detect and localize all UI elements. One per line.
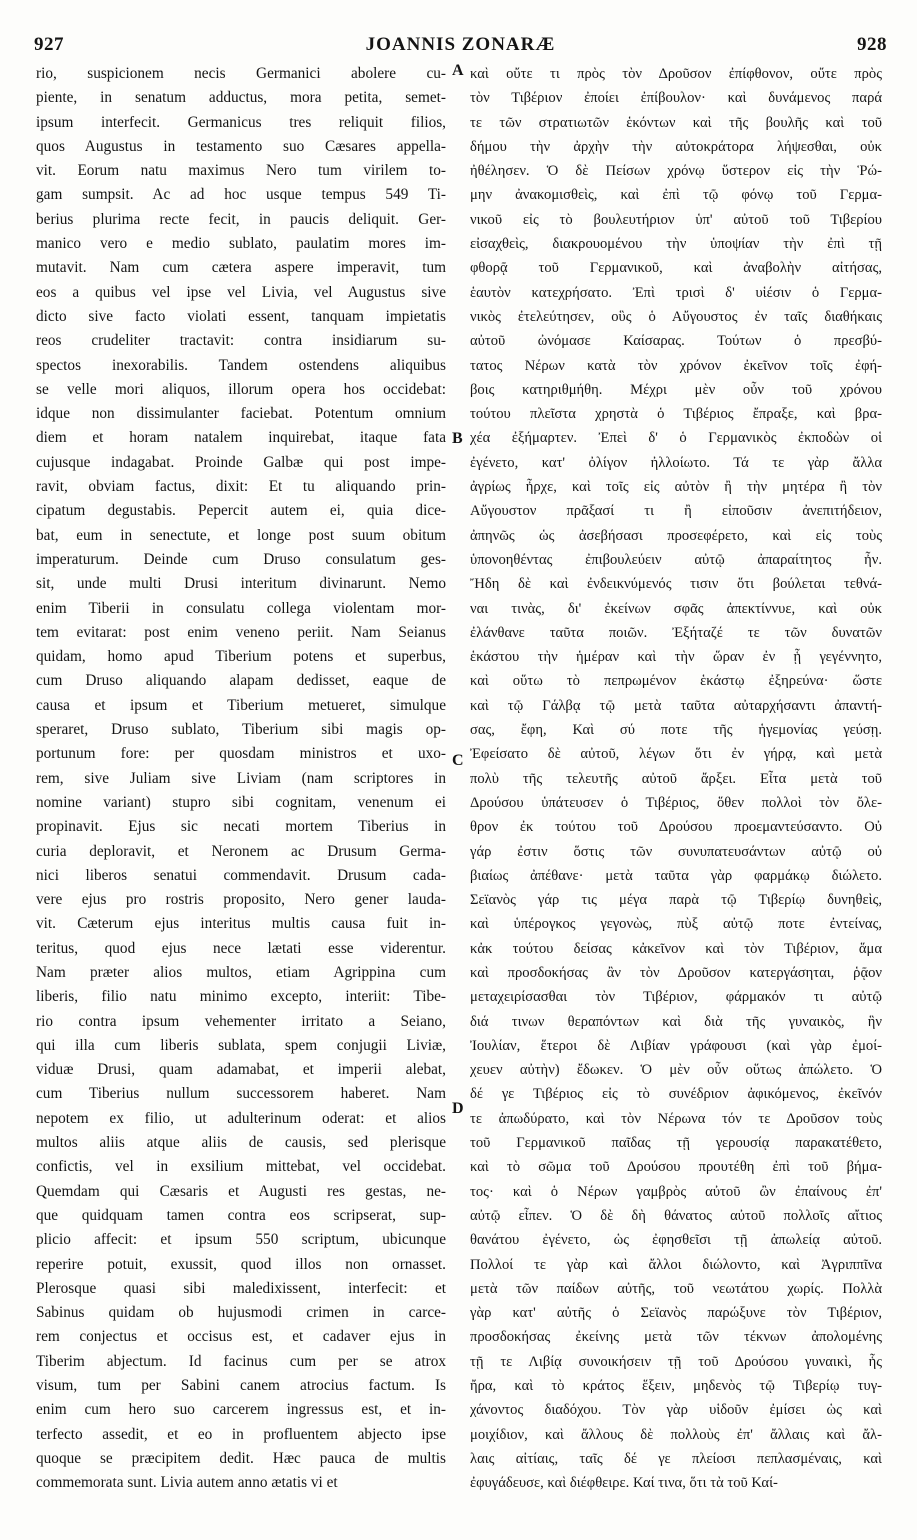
greek-text-line: δέ γε Τιβέριος εἰς τὸ συνέδριον ἀφικόμενος, ἐκεῖνόν — [470, 1086, 882, 1103]
latin-text-line: vit. Cæterum ejus interitus multis causa fuit in- — [36, 915, 446, 933]
greek-text-line: εἰσαχθεὶς, διακρουομένου τὴν ὑποψίαν τὴν ἐπὶ τῇ — [470, 236, 882, 253]
latin-text-line: Sabinus quidam ob hujusmodi crimen in carce- — [36, 1304, 446, 1322]
greek-text-line: τούτου πλεῖστα χρηστὰ ὁ Τιβέριος ἔπραξε, καὶ βρα- — [470, 406, 882, 423]
latin-text-line: imperaturum. Deinde cum Druso consulatum ges- — [36, 550, 446, 568]
greek-text-line: τῇ τε Λιβίᾳ συνοικήσειν τῇ τοῦ Δρούσου γυναικὶ, ἧς — [470, 1353, 882, 1370]
latin-text-line: quos Augustus in testamento suo Cæsares appella- — [36, 137, 446, 155]
latin-text-line: reperire potuit, exussit, quod illos non ornasset. — [36, 1255, 446, 1273]
greek-text-line: τατος Νέρων κατὰ τὸν χρόνον ἐκεῖνον τοῖς ἐφή- — [470, 357, 882, 374]
latin-text-line: diem et horam natalem inquirebat, itaque fata — [36, 429, 446, 447]
latin-text-line: teritus, quod ejus nece lætati esse viderentur. — [36, 939, 446, 957]
margin-letter-a: A — [452, 62, 464, 79]
latin-text-line: liberis, filio natu minimo excepto, interiit: Tibe- — [36, 988, 446, 1006]
latin-text-line: speraret, Druso sublato, Tiberium sibi magis op- — [36, 721, 446, 739]
latin-text-line: visum, tum per Sabini canem atrocius factum. Is — [36, 1377, 446, 1395]
latin-text-line: rio, suspicionem necis Germanici abolere cu- — [36, 65, 446, 82]
latin-text-line: commemorata sunt. Livia autem anno ætatis vi et — [36, 1474, 338, 1492]
greek-text-line: μετὰ τῶν παίδων αὐτῆς, τοῦ νεωτάτου χωρίς. Πολλὰ — [470, 1280, 882, 1297]
latin-text-line: Tiberim abjectum. Id facinus cum per se atrox — [36, 1352, 446, 1370]
page-header — [34, 34, 887, 60]
greek-text-line: ἠθέλησεν. Ὁ δὲ Πείσων χρόνῳ ὕστερον εἰς τὴν Ῥώ- — [470, 163, 882, 180]
greek-text-line: λαις αἰτίαις, ταῖς δέ γε πλείοσι πεπλασμέναις, καὶ — [470, 1450, 882, 1467]
latin-text-line: dicto sive facto violati essent, tanquam impietatis — [36, 307, 446, 325]
greek-text-line: δήμου τὴν ἀρχὴν τὴν αὐτοκράτορα λήψεσθαι, οὐκ — [470, 138, 882, 155]
greek-text-line: ναι τινὰς, δι' ἐκείνων σφᾶς ἀπεκτίννυε, καὶ οὐκ — [470, 600, 882, 617]
latin-text-line: quoque se præcipitem dedit. Hæc pauca de multis — [36, 1449, 446, 1467]
latin-text-line: ravit, obviam factus, dixit: Et tu aliquando prin- — [36, 478, 446, 496]
greek-text-line: Ἤδη δὲ καὶ ἐνδεικνύμενός τισιν ὅτι βούλεται τεθνά- — [470, 576, 882, 593]
latin-text-line: reos crudeliter tractavit: contra insidiarum su- — [36, 332, 446, 350]
greek-text-line: καὶ ὑπέρογκος γεγονὼς, πὺξ αὐτῷ ποτε ἐντείνας, — [470, 916, 882, 933]
latin-text-line: manico vero e medio sublato, paulatim mores im- — [36, 235, 446, 253]
latin-text-line: confictis, vel in exsilium mittebat, vel occidebat. — [36, 1158, 446, 1176]
latin-text-line: rem, sive Juliam sive Liviam (nam scriptores in — [36, 769, 446, 787]
latin-column — [36, 62, 446, 1496]
latin-text-line: gam sumpsit. Ac ad hoc usque tempus 549 Ti- — [36, 186, 446, 204]
latin-text-line: piente, in senatum adductus, mora petita, semet- — [36, 89, 446, 107]
greek-text-line: μοιχίδιον, καὶ ἄλλους δὲ πολλοὺς ἐπ' ἄλλαις καὶ ἄλ- — [470, 1426, 882, 1443]
latin-text-line: rio contra ipsum vehementer irritato a Seiano, — [36, 1012, 446, 1030]
greek-text-line: καὶ οὔτε τι πρὸς τὸν Δροῦσον ἐπίφθονον, οὔτε πρὸς — [470, 66, 882, 82]
greek-text-line: θρον ἐκ τούτου τοῦ Δρούσου προεμαντεύσαντο. Οὐ — [470, 819, 882, 836]
greek-text-line: αὐτοῦ ὠνόμασε Καίσαρας. Τούτων ὁ πρεσβύ- — [470, 333, 882, 350]
greek-text-line: καὶ προσδοκήσας ἂν τὸν Δροῦσον κατεργάσηται, ῥᾷον — [470, 964, 882, 981]
greek-text-line: ἀγρίως ἦρχε, καὶ τοῖς εἰς αὐτὸν ἢ τὴν μητέρα ἢ τὸν — [470, 479, 882, 496]
latin-text-line: viduæ Drusi, quam adamabat, et imperii alebat, — [36, 1061, 446, 1079]
greek-text-line: πολὺ τῆς τελευτῆς αὐτοῦ ἄρξει. Εἶτα μετὰ τοῦ — [470, 770, 882, 787]
latin-text-line: propinavit. Ejus sic necati mortem Tiberius in — [36, 818, 446, 836]
greek-text-line: χάνοντος διαδόχου. Τὸν γὰρ υἱδοῦν ἐμίσει ὡς καὶ — [470, 1402, 882, 1419]
greek-text-line: νικοῦ εἰς τὸ βουλευτήριον ὑπ' αὐτοῦ τοῦ Τιβερίου — [470, 211, 882, 228]
latin-text-line: multos aliis atque aliis de causis, sed plerisque — [36, 1134, 446, 1152]
latin-text-line: idque non dissimulanter faciebat. Potentum omnium — [36, 405, 446, 423]
greek-text-line: βιαίως ἀπέθανε· μετὰ ταῦτα γὰρ φαρμάκῳ διώλετο. — [470, 867, 882, 884]
page-number-left: 927 — [34, 34, 64, 55]
greek-text-line: τος· καὶ ὁ Νέρων γαμβρὸς αὐτοῦ ὢν ἐπαίνους ἐπ' — [470, 1183, 882, 1200]
latin-text-line: nomine variant) stupro sibi cognitam, venenum ei — [36, 793, 446, 811]
latin-text-line: eos a quibus vel ipse vel Livia, vel Augustus sive — [36, 283, 446, 301]
latin-text-line: cum Tiberius nullum successorem haberet. Nam — [36, 1085, 446, 1103]
greek-text-line: Αὔγουστον πρᾶξασί τι ἢ εἰποῦσιν ἀνεπιτήδειον, — [470, 503, 882, 520]
latin-text-line: rem conjectus et occisus est, et cadaver ejus in — [36, 1328, 446, 1346]
margin-letter-d: D — [452, 1100, 464, 1117]
greek-text-line: τὸν Τιβέριον ἐποίει ἐπίβουλον· καὶ δυνάμενος παρά — [470, 90, 882, 107]
latin-text-line: enim Tiberii in consulatu collega violentam mor- — [36, 599, 446, 617]
greek-text-line: Πολλοί τε γὰρ καὶ ἄλλοι διώλοντο, καὶ Ἀγριππῖνα — [470, 1256, 882, 1273]
page-number-right: 928 — [857, 34, 887, 55]
margin-letter-b: B — [452, 430, 463, 447]
greek-text-line: καὶ τῷ Γάλβᾳ τῷ μετὰ ταῦτα αὐταρχήσαντι ἀπαντή- — [470, 697, 882, 714]
greek-text-line: Σεϊανὸς γάρ τις μέγα παρὰ τῷ Τιβερίῳ δυνηθεὶς, — [470, 892, 882, 909]
greek-text-line: Δρούσου ὑπάτευσεν ὁ Τιβέριος, ὅθεν πολλοὶ τὸν ὄλε- — [470, 794, 882, 811]
greek-text-line: τε ἀπωδύρατο, καὶ τὸν Νέρωνα τόν τε Δροῦσον τοὺς — [470, 1110, 882, 1127]
latin-text-line: qui illa cum liberis sublata, spem conjugii Liviæ, — [36, 1036, 446, 1054]
latin-text-line: portunum fore: per quosdam ministros et uxo- — [36, 745, 446, 763]
greek-text-line: χευεν αὐτὴν) ἔδωκεν. Ὁ μὲν οὖν οὕτως ἀπώλετο. Ὁ — [470, 1062, 882, 1079]
greek-text-line: νικὸς ἐτελεύτησεν, οὓς ὁ Αὔγουστος ἐν ταῖς διαθήκαις — [470, 308, 882, 325]
latin-text-line: terfecto assedit, et eo in profluentem abjecto ipse — [36, 1425, 446, 1443]
latin-text-line: Plerosque quasi sibi maledixissent, interfecit: et — [36, 1279, 446, 1297]
greek-text-line: χέα ἐξήμαρτεν. Ἐπεὶ δ' ὁ Γερμανικὸς ἐκποδὼν οἱ — [470, 430, 882, 447]
greek-text-line: ἐφυγάδευσε, καὶ διέφθειρε. Καί τινα, ὅτι τὰ τοῦ Καί- — [470, 1475, 778, 1492]
greek-text-line: προσδοκήσας ἐκείνης μετὰ τῶν τέκνων ἀπολομένης — [470, 1329, 882, 1346]
latin-text-line: vit. Eorum natu maximus Nero tum virilem to- — [36, 162, 446, 180]
latin-text-line: nepotem ex filio, ut adulterinum oderat: et alios — [36, 1109, 446, 1127]
latin-text-line: causa et ipsum et Tiberium metueret, simulque — [36, 696, 446, 714]
latin-text-line: cum Druso aliquando alapam dedisset, eaque de — [36, 672, 446, 690]
latin-text-line: cipatum degustabis. Pepercit autem ei, quia dice- — [36, 502, 446, 520]
greek-text-line: ἑαυτὸν κατεχρήσατο. Ἐπὶ τρισὶ δ' υἱέσιν ὁ Γερμα- — [470, 284, 882, 301]
greek-text-line: ὑπονοηθέντας ἐπιβουλεύειν αὐτῷ ἀπαραίτητος ἦν. — [470, 551, 882, 568]
latin-text-line: que quidquam tamen contra eos scripserat, sup- — [36, 1206, 446, 1224]
latin-text-line: Quemdam qui Cæsaris et Augusti res gestas, ne- — [36, 1182, 446, 1200]
latin-text-line: mutavit. Nam cum cætera aspere imperavit, tum — [36, 259, 446, 277]
latin-text-line: curia deploravit, et Neronem ac Drusum Germa- — [36, 842, 446, 860]
latin-text-line: bat, eum in senectute, et longe post suum obitum — [36, 526, 446, 544]
greek-text-line: τε τῶν στρατιωτῶν ἑκόντων καὶ τῆς βουλῆς καὶ τοῦ — [470, 114, 882, 131]
greek-text-line: ἤρα, καὶ τὸ κράτος ἕξειν, μηδενὸς τῷ Τιβερίῳ τυγ- — [470, 1378, 882, 1395]
latin-text-line: berius plurima recte fecit, in paucis deliquit. Ger- — [36, 210, 446, 228]
latin-text-line: nici liberos senatui commendavit. Drusum cada- — [36, 866, 446, 884]
latin-text-line: quidam, homo apud Tiberium potens et superbus, — [36, 648, 446, 666]
latin-text-line: ipsum interfecit. Germanicus tres reliquit filios, — [36, 113, 446, 131]
greek-text-line: γάρ ἐστιν ὅστις τῶν συνυπατευσάντων αὐτῷ οὐ — [470, 843, 882, 860]
greek-text-line: ἑκάστου τὴν ἡμέραν καὶ τὴν ὥραν ἐν ᾗ γεγέννητο, — [470, 649, 882, 666]
latin-text-line: se velle mori aliquos, illorum opera hos occidebat: — [36, 380, 446, 398]
latin-text-line: spectos inexorabilis. Tandem ostendens aliquibus — [36, 356, 446, 374]
latin-text-line: Nam præter alios multos, etiam Agrippina cum — [36, 963, 446, 981]
greek-column — [470, 62, 882, 1496]
greek-text-line: Ἐφείσατο δὲ αὐτοῦ, λέγων ὅτι ἐν γήρᾳ, καὶ μετὰ — [470, 746, 882, 763]
greek-text-line: ἐλάνθανε ταῦτα ποιῶν. Ἐξήταζέ τε τῶν δυνατῶν — [470, 624, 882, 641]
greek-text-line: ἐγένετο, κατ' ὀλίγον ἠλλοίωτο. Τά τε γὰρ ἄλλα — [470, 454, 882, 471]
latin-text-line: sit, unde multi Drusi interitum divinarunt. Nemo — [36, 575, 446, 593]
latin-text-line: vere ejus pro rostris proposito, Nero gener lauda- — [36, 891, 446, 909]
latin-text-line: cujusque indagabat. Proinde Galbæ qui post impe- — [36, 453, 446, 471]
margin-letter-c: C — [452, 752, 464, 769]
greek-text-line: μην ἀνακομισθεὶς, καὶ ἐπὶ τῷ φόνῳ τοῦ Γερμα- — [470, 187, 882, 204]
greek-text-line: φθορᾷ τοῦ Γερμανικοῦ, καὶ ἀναβολὴν αἰτήσας, — [470, 260, 882, 277]
greek-text-line: μεταχειρίσασθαι τὸν Τιβέριον, φάρμακόν τι αὐτῷ — [470, 989, 882, 1006]
greek-text-line: καὶ οὕτω τὸ πεπρωμένον ἑκάστῳ ἐξηρεύνα· ὥστε — [470, 673, 882, 690]
greek-text-line: ἀπηνῶς ὡς ἀσεβήσασι προσεφέρετο, καὶ εἰς τοὺς — [470, 527, 882, 544]
greek-text-line: θανάτου ἐγένετο, ὡς ἐφησθεῖσι τῇ ἀπωλείᾳ αὐτοῦ. — [470, 1232, 882, 1249]
greek-text-line: σας, ἔφη, Καὶ σύ ποτε τῆς ἡγεμονίας γεύσῃ. — [470, 722, 882, 739]
greek-text-line: καὶ τὸ σῶμα τοῦ Δρούσου προυτέθη ἐπὶ τοῦ βήμα- — [470, 1159, 882, 1176]
greek-text-line: τοῦ Γερμανικοῦ παῖδας τῇ γερουσίᾳ παρακατέθετο, — [470, 1135, 882, 1152]
greek-text-line: γὰρ κατ' αὐτῆς ὁ Σεϊανὸς παρώξυνε τὸν Τιβέριον, — [470, 1305, 882, 1322]
greek-text-line: Ἰουλίαν, ἕτεροι δὲ Λιβίαν γράφουσι (καὶ γὰρ ἐμοί- — [470, 1037, 882, 1054]
greek-text-line: αὐτῷ εἶπεν. Ὁ δὲ δὴ θάνατος αὐτοῦ πολλοῖς αἴτιος — [470, 1207, 882, 1224]
greek-text-line: κἀκ τούτου δείσας κἀκεῖνον καὶ τὸν Τιβέριον, ἅμα — [470, 940, 882, 957]
greek-text-line: βοις κατηριθμήθη. Μέχρι μὲν οὖν τοῦ χρόνου — [470, 381, 882, 398]
greek-text-line: διά τινων θεραπόντων καὶ διὰ τῆς γυναικὸς, ἣν — [470, 1013, 882, 1030]
latin-text-line: plicio affecit: et ipsum 550 scriptum, ubicunque — [36, 1231, 446, 1249]
running-title: JOANNIS ZONARÆ — [365, 34, 556, 55]
latin-text-line: tem evitarat: post enim veneno periit. Nam Seianus — [36, 623, 446, 641]
latin-text-line: enim cum hero suo carcerem ingressus est, et in- — [36, 1401, 446, 1419]
